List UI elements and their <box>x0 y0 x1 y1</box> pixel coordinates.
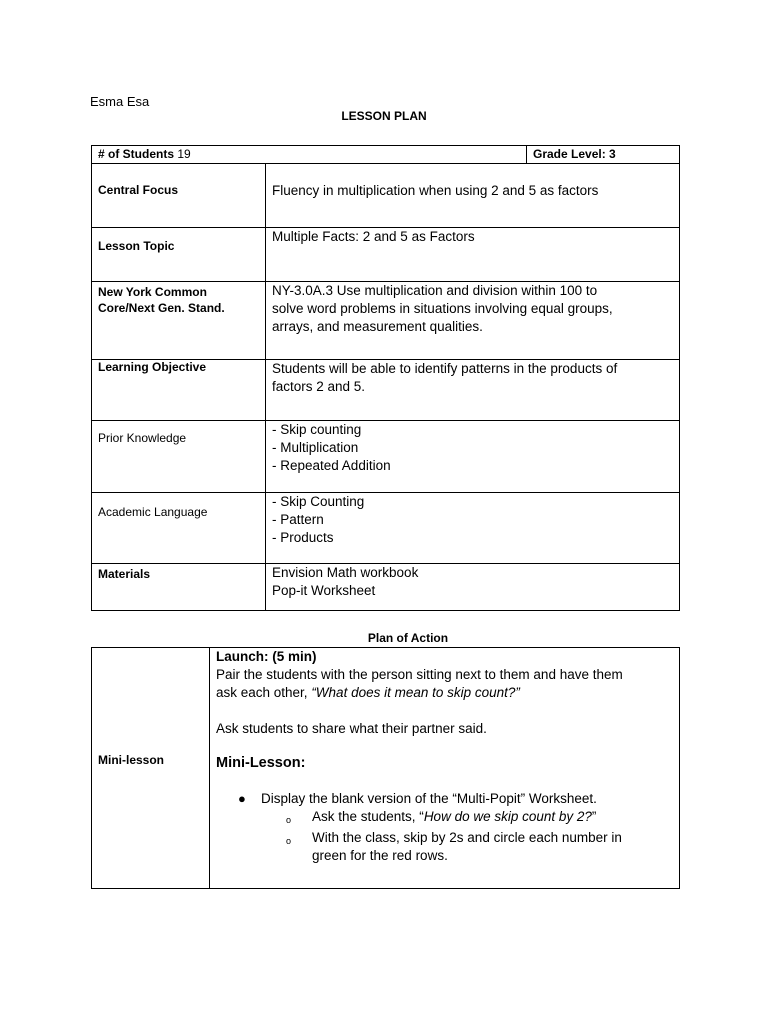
bullet-text: Display the blank version of the “Multi-Popit” Worksheet. <box>261 791 597 806</box>
sub-bullet-item <box>286 829 673 865</box>
academic-language-line: - Pattern <box>272 512 324 527</box>
materials-value <box>266 564 680 611</box>
materials-row <box>92 564 680 611</box>
academic-language-line: - Products <box>272 530 334 545</box>
circle-bullet-icon: o <box>286 815 292 825</box>
prior-knowledge-line: - Multiplication <box>272 440 359 455</box>
lesson-topic-row <box>92 228 680 282</box>
mini-lesson-body <box>210 648 680 889</box>
standards-label-line: Core/Next Gen. Stand. <box>98 301 225 315</box>
academic-language-label: Academic Language <box>92 493 266 564</box>
central-focus-line: Fluency in multiplication when using 2 and 5 as factors <box>272 183 599 198</box>
academic-language-row <box>92 493 680 564</box>
students-value: 19 <box>177 147 191 161</box>
academic-language-line: - Skip Counting <box>272 494 365 509</box>
lesson-topic-line: Multiple Facts: 2 and 5 as Factors <box>272 229 475 244</box>
launch-heading: Launch: (5 min) <box>216 649 317 664</box>
prior-knowledge-label: Prior Knowledge <box>92 421 266 493</box>
students-grade-row <box>92 146 680 164</box>
plan-of-action-title: Plan of Action <box>367 631 449 645</box>
launch-line: Pair the students with the person sitting next to them and have them <box>216 667 623 682</box>
spacer <box>216 702 673 720</box>
materials-line: Envision Math workbook <box>272 565 419 580</box>
lesson-plan-table <box>91 145 680 611</box>
standards-line: NY-3.0A.3 Use multiplication and division within 100 to <box>272 283 598 298</box>
mini-lesson-label <box>92 648 210 889</box>
plan-of-action-table <box>91 647 680 889</box>
sub1-question: How do we skip count by 2? <box>423 809 592 824</box>
central-focus-row <box>92 164 680 228</box>
materials-line: Pop-it Worksheet <box>272 583 376 598</box>
standards-label-line: New York Common <box>98 285 207 299</box>
learning-objective-value <box>266 360 680 421</box>
launch-question: “What does it mean to skip count?” <box>311 685 520 700</box>
standards-line: arrays, and measurement qualities. <box>272 319 483 334</box>
bullet-item <box>238 790 673 808</box>
mini-lesson-heading: Mini-Lesson: <box>216 755 306 771</box>
sub-bullet-item <box>286 808 673 829</box>
mini-lesson-label-text: Mini-lesson <box>98 753 165 767</box>
central-focus-label: Central Focus <box>92 164 266 228</box>
circle-bullet-icon: o <box>286 836 292 846</box>
learning-objective-line: Students will be able to identify patterns in the products of <box>272 361 618 376</box>
standards-line: solve word problems in situations involving equal groups, <box>272 301 613 316</box>
launch-line-prefix: ask each other, <box>216 685 312 700</box>
sub-bullet-text <box>312 829 673 865</box>
students-label: # of Students <box>98 147 175 161</box>
students-cell <box>92 146 527 164</box>
central-focus-value <box>266 164 680 228</box>
prior-knowledge-line: - Repeated Addition <box>272 458 391 473</box>
sub2-line: green for the red rows. <box>312 848 448 863</box>
prior-knowledge-line: - Skip counting <box>272 422 362 437</box>
sub1-suffix: ” <box>591 809 597 824</box>
sub1-prefix: Ask the students, “ <box>312 809 424 824</box>
lesson-topic-label: Lesson Topic <box>92 228 266 282</box>
learning-objective-row <box>92 360 680 421</box>
document-title: LESSON PLAN <box>341 109 427 123</box>
learning-objective-line: factors 2 and 5. <box>272 379 366 394</box>
sub2-line: With the class, skip by 2s and circle each number in <box>312 830 622 845</box>
standards-label <box>92 282 266 360</box>
mini-lesson-row <box>92 648 680 889</box>
learning-objective-label: Learning Objective <box>92 360 266 421</box>
grade-cell <box>527 146 680 164</box>
bullet-icon: ● <box>238 791 246 806</box>
sub-bullet-text <box>312 808 673 829</box>
grade-label: Grade Level: <box>533 147 606 161</box>
prior-knowledge-value <box>266 421 680 493</box>
materials-label: Materials <box>92 564 266 611</box>
standards-row <box>92 282 680 360</box>
lesson-topic-value <box>266 228 680 282</box>
prior-knowledge-row <box>92 421 680 493</box>
academic-language-value <box>266 493 680 564</box>
grade-value: 3 <box>609 147 616 161</box>
launch-line <box>216 684 673 702</box>
share-line: Ask students to share what their partner said. <box>216 721 487 736</box>
standards-value <box>266 282 680 360</box>
author-name: Esma Esa <box>90 94 150 109</box>
